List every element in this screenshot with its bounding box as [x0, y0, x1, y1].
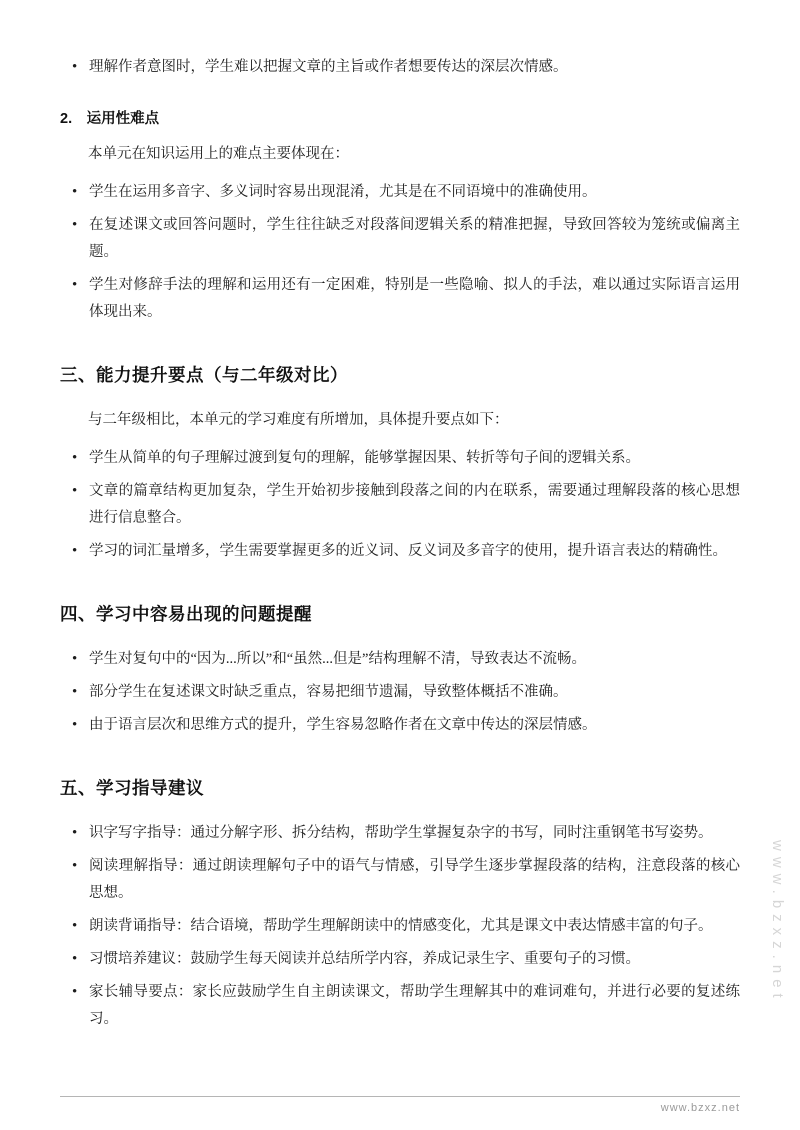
section-3-lead: 与二年级相比，本单元的学习难度有所增加，具体提升要点如下：	[88, 412, 509, 428]
bullet-item	[72, 179, 740, 206]
bullet-text: 学生在运用多音字、多义词时容易出现混淆，尤其是在不同语境中的准确使用。	[89, 184, 597, 200]
bullet-item	[72, 679, 740, 706]
bullet-text: 学生对修辞手法的理解和运用还有一定困难，特别是一些隐喻、拟人的手法，难以通过实际语言运用体现出来。	[89, 277, 740, 320]
footer-url: www.bzxz.net	[660, 1102, 740, 1114]
section-2-heading: 2. 运用性难点	[60, 111, 160, 127]
section-2-bullet-list	[60, 179, 740, 326]
section-3-bullet-list	[60, 445, 740, 565]
bullet-item	[72, 820, 740, 847]
bullet-item	[72, 54, 740, 81]
bullet-text: 文章的篇章结构更加复杂，学生开始初步接触到段落之间的内在联系，需要通过理解段落的核心思想进行信息整合。	[89, 483, 740, 526]
watermark-vertical: www.bzxz.net	[769, 840, 786, 1004]
bullet-item	[72, 853, 740, 907]
bullet-text: 在复述课文或回答问题时，学生往往缺乏对段落间逻辑关系的精准把握，导致回答较为笼统或偏离主题。	[89, 217, 740, 260]
bullet-item	[72, 913, 740, 940]
section-3-heading: 三、能力提升要点（与二年级对比）	[60, 365, 348, 385]
bullet-text: 部分学生在复述课文时缺乏重点，容易把细节遗漏，导致整体概括不准确。	[89, 684, 568, 700]
bullet-text: 家长辅导要点：家长应鼓励学生自主朗读课文，帮助学生理解其中的难词难句，并进行必要的复述练习。	[89, 984, 740, 1027]
bullet-text: 识字写字指导：通过分解字形、拆分结构，帮助学生掌握复杂字的书写，同时注重钢笔书写姿势。	[89, 825, 713, 841]
orphan-bullet-list	[60, 54, 740, 81]
section-4-bullet-list	[60, 646, 740, 739]
bullet-item	[72, 538, 740, 565]
section-5-heading: 五、学习指导建议	[60, 778, 204, 798]
bullet-text: 学生从简单的句子理解过渡到复句的理解，能够掌握因果、转折等句子间的逻辑关系。	[89, 450, 640, 466]
bullet-item	[72, 946, 740, 973]
section-4-heading: 四、学习中容易出现的问题提醒	[60, 604, 312, 624]
bullet-text: 学生对复句中的“因为...所以”和“虽然...但是”结构理解不清，导致表达不流畅。	[89, 651, 586, 667]
bullet-text: 理解作者意图时，学生难以把握文章的主旨或作者想要传达的深层次情感。	[89, 59, 568, 75]
bullet-item	[72, 478, 740, 532]
bullet-item	[72, 212, 740, 266]
bullet-text: 阅读理解指导：通过朗读理解句子中的语气与情感，引导学生逐步掌握段落的结构，注意段落的核心思想。	[89, 858, 740, 901]
bullet-item	[72, 272, 740, 326]
bullet-item	[72, 712, 740, 739]
section-5-bullet-list	[60, 820, 740, 1033]
bullet-text: 由于语言层次和思维方式的提升，学生容易忽略作者在文章中传达的深层情感。	[89, 717, 597, 733]
footer-divider	[60, 1096, 740, 1097]
bullet-item	[72, 979, 740, 1033]
bullet-text: 朗读背诵指导：结合语境，帮助学生理解朗读中的情感变化，尤其是课文中表达情感丰富的句子。	[89, 918, 713, 934]
bullet-text: 学习的词汇量增多，学生需要掌握更多的近义词、反义词及多音字的使用，提升语言表达的精确性。	[89, 543, 727, 559]
bullet-text: 习惯培养建议：鼓励学生每天阅读并总结所学内容，养成记录生字、重要句子的习惯。	[89, 951, 640, 967]
bullet-item	[72, 445, 740, 472]
page-footer	[60, 1096, 740, 1114]
bullet-item	[72, 646, 740, 673]
section-2-lead: 本单元在知识运用上的难点主要体现在：	[88, 146, 349, 162]
